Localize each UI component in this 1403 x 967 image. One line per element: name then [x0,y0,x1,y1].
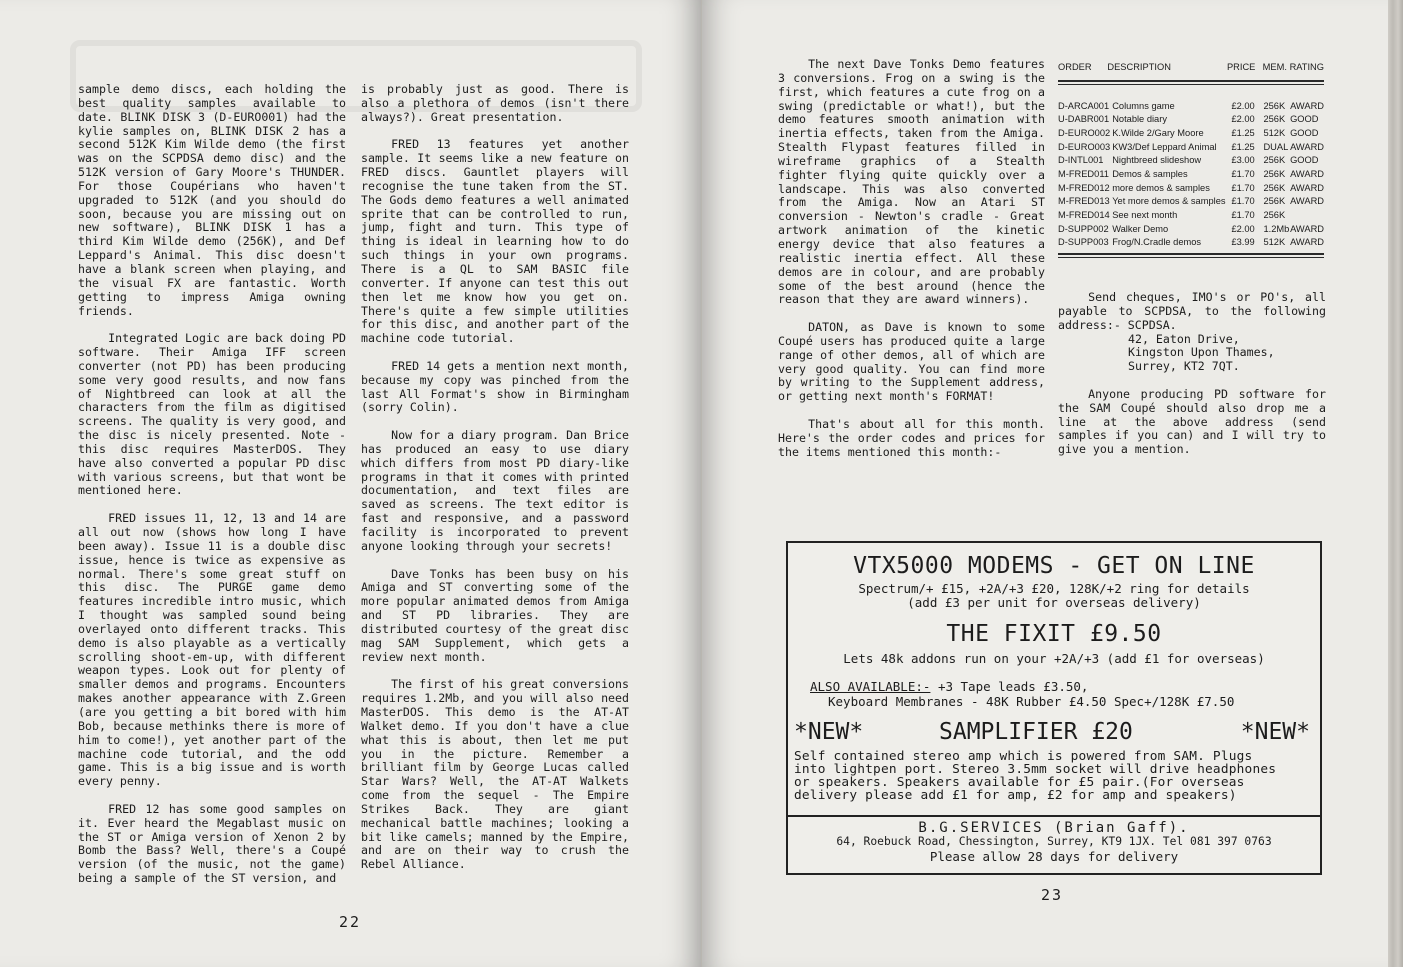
table-cell: D-EURO003 [1058,141,1111,152]
table-cell: Notable diary [1112,114,1167,125]
paragraph: That's about all for this month. Here's the order codes and prices for the items mentioned this month:- [778,416,1045,459]
left-column-2 [361,83,629,886]
advert-also-line [810,679,1312,694]
table-cell: See next month [1112,210,1178,221]
order-rows [1058,99,1324,250]
paragraph: FRED 12 has some good samples on it. Ever heard the Megablast music on the ST or Amiga version of Xenon 2 by Bomb the Bass? Well, there's a Coupé version (of the music, not the game) being a sample of the ST version, and [78,801,346,886]
table-cell: £3.00 [1231,155,1255,166]
table-header-row [1058,60,1324,74]
column-header: RATING [1289,61,1324,72]
table-cell: GOOD [1290,155,1319,166]
paragraph: DATON, as Dave is known to some Coupé users has produced quite a large range of other demos, all of which are very good quality. You can find more by writing to the Supplement address, or getting next month's FORMAT! [778,320,1045,404]
table-rule [1058,80,1324,85]
table-cell: U-DABR001 [1058,114,1110,125]
advert-line: Self contained stereo amp which is powered from SAM. Plugs [794,749,1253,764]
paragraph: FRED 14 gets a mention next month, because my copy was pinched from the last All Format's show in Birmingham (sorry Colin). [361,358,629,415]
table-row [1058,208,1324,222]
table-cell: 256K [1263,196,1286,207]
table-cell: 256K [1263,182,1286,193]
table-cell: 512K [1263,127,1286,138]
address-block [1058,333,1326,375]
table-cell: Columns game [1112,100,1175,111]
also-available-label: ALSO AVAILABLE:- [810,679,931,694]
table-row [1058,181,1324,195]
address-line: Kingston Upon Thames, [1128,345,1275,360]
table-cell: 256K [1263,155,1286,166]
new-badge-left: *NEW* [794,719,864,745]
paragraph: Send cheques, IMO's or PO's, all payable to SCPDSA, to the following address:- SCPDSA. [1058,290,1326,332]
table-cell: M-FRED011 [1058,168,1109,179]
advert-line: Spectrum/+ £15, +2A/+3 £20, 128K/+2 ring for details [858,581,1250,596]
table-cell: 256K [1263,168,1286,179]
table-cell: M-FRED013 [1058,196,1110,207]
advert-line: (add £3 per unit for overseas delivery) [907,595,1201,610]
paragraph: Anyone producing PD software for the SAM Coupé should also drop me a line at the above address (send samples if you can) and I will try to give you a mention. [1058,386,1326,457]
table-cell: AWARD [1290,141,1324,152]
paragraph: The next Dave Tonks Demo features 3 conversions. Frog on a swing is the first, which features a cute frog on a swing (predictable or what!), but the demo features smooth animation with inertia effects, taken from the Amiga. Stealth Flypast features filled in wireframe graphics of a Stealth fighter flying quite quickly over a landscape. This was also converted from the Amiga. Now an Atari ST conversion - Newton's cradle - Great artwork animation of the kinetic energy device that also features a realistic inertia effect. All these demos are in colour, and are probably some of the best around (hence the reason that they are award winners). [778,57,1045,307]
paragraph: Now for a diary program. Dan Brice has produced an easy to use diary which differs from most PD diary-like programs in that it comes with printed documentation, and text files are saved as screens. The text editor is fast and responsive, and a password facility is incorporated to prevent anyone looking through your secrets! [361,428,629,553]
paragraph: sample demo discs, each holding the best quality samples available to date. BLINK DISK 3 (D-EURO001) had the kylie samples on, BLINK DISK 2 has a second 512K Kim Wilde demo (the first was on the SCPDSA demo disc) and the 512K version of Gary Moore's THUNDER. For those Coupérians who haven't upgraded to 512K (and you should do soon, because you are missing out on new software), BLINK DISK 1 has a third Kim Wilde demo (256K), and Def Leppard's Animal. This disc doesn't have a blank screen when playing, and the visual FX are fantastic. Worth getting to impress Amiga owning friends. [78,82,346,318]
column-header: DESCRIPTION [1107,61,1171,72]
table-cell: AWARD [1290,223,1324,234]
table-cell: £1.70 [1231,210,1255,221]
table-cell: 256K [1263,100,1286,111]
table-cell: M-FRED012 [1058,182,1110,193]
page-number: 23 [1041,886,1064,904]
left-column-1 [78,83,346,900]
table-row [1058,112,1324,126]
company-name: B.G.SERVICES (Brian Gaff). [918,820,1190,836]
table-cell: Yet more demos & samples [1112,196,1226,207]
order-table [1058,60,1324,258]
paragraph: The first of his great conversions requires 1.2Mb, and you will also need MasterDOS. This demo is the AT-AT Walket demo. If you don't have a clue what this is about, then let me put you in the picture. Remember a brilliant film by George Lucas called Star Wars? Well, the AT-AT Walkets come from the sequel - The Empire Strikes Back. They are giant mechanical battle machines; looking a bit like camels; manned by the Empire, and are on their way to crush the Rebel Alliance. [361,677,629,872]
advert-services-box [786,815,1322,875]
paragraph: FRED 13 features yet another sample. It seems like a new feature on FRED discs. Gauntlet players will recognise the tune taken from the ST. The Gods demo features a well animated sprite that can be controlled to run, jump, fight and turn. This type of thing is ideal in learning how to do such things in your own programs. There is a QL to SAM BASIC file converter. If anyone can test this out then let me know how you get on. There's quite a few simple utilities for this disc, and another part of the machine code tutorial. [361,137,629,346]
table-cell: D-EURO002 [1058,127,1111,138]
table-row [1058,222,1324,236]
table-cell: DUAL [1263,141,1289,152]
advert-headline-fixit: THE FIXIT £9.50 [946,621,1162,647]
table-cell: more demos & samples [1112,182,1210,193]
table-cell: AWARD [1290,182,1324,193]
table-cell: 256K [1263,114,1286,125]
table-cell: KW3/Def Leppard Animal [1112,141,1217,152]
paragraph: FRED issues 11, 12, 13 and 14 are all out now (shows how long I have been away). Issue 11 is a double disc issue, hence is twice as expensive as normal. There's some great stuff on this disc. The PURGE game demo features incredible intro music, which I thought was sampled sound being overlayed onto different tracks. This demo is also playable as a vertically scrolling shoot-em-up, with different weapon types. Look out for plenty of smaller demos and programs. Encounters makes another appearance with Z.Green (are you getting a bit bored with him Bob, because methinks there is more of him to come!), yet another part of the machine code tutorial, and the odd game. This is a big issue and is worth every penny. [78,511,346,789]
table-cell: £2.00 [1231,114,1255,125]
company-address: 64, Roebuck Road, Chessington, Surrey, KT9 1JX. Tel 081 397 0763 [836,835,1272,848]
table-row [1058,99,1324,113]
table-cell: Demos & samples [1112,168,1188,179]
right-column-1 [778,58,1045,473]
table-cell: K.Wilde 2/Gary Moore [1112,127,1204,138]
right-column-2 [1058,291,1326,471]
table-cell: D-INTL001 [1058,155,1104,166]
advert-line: or speakers. Speakers available for £5 pair.(For overseas [794,775,1245,790]
address-line: 42, Eaton Drive, [1128,331,1240,346]
table-cell: £1.70 [1231,196,1255,207]
page-number: 22 [339,913,362,931]
table-cell: D-ARCA001 [1058,100,1110,111]
table-row [1058,126,1324,140]
table-row [1058,236,1324,250]
also-available-text: +3 Tape leads £3.50, [930,679,1089,694]
advert-line: into lightpen port. Stereo 3.5mm socket will drive headphones [794,762,1277,777]
table-row [1058,140,1324,154]
table-rule [1058,253,1324,258]
address-line: Surrey, KT2 7QT. [1128,359,1240,374]
advert-line: Keyboard Membranes - 48K Rubber £4.50 Spec+/128K £7.50 [828,694,1235,709]
table-cell: D-SUPP003 [1058,237,1109,248]
table-cell: AWARD [1290,237,1324,248]
new-badge-right: *NEW* [1240,719,1310,745]
table-cell: AWARD [1290,100,1324,111]
advert-headline-samplifier-row [794,719,1310,747]
book-page-edge [1388,0,1403,967]
table-row [1058,167,1324,181]
table-cell: £1.70 [1231,168,1255,179]
table-cell: M-FRED014 [1058,210,1110,221]
table-row [1058,153,1324,167]
table-cell: GOOD [1290,127,1319,138]
table-cell: £3.99 [1231,237,1255,248]
table-cell: 512K [1263,237,1286,248]
table-cell: £1.70 [1231,182,1255,193]
paragraph: is probably just as good. There is also a plethora of demos (isn't there always?). Great presentation. [361,82,629,124]
advert-headline-modems: VTX5000 MODEMS - GET ON LINE [853,553,1255,579]
table-cell: £1.25 [1231,141,1255,152]
table-cell: AWARD [1290,196,1324,207]
paragraph: Integrated Logic are back doing PD software. Their Amiga IFF screen converter (not PD) has been producing some very good results, and now fans of Nightbreed can look at all the characters from the film as digitised screens. The quality is very good, and the disc is nicely presented. Note - this disc requires MasterDOS. They have also converted a popular PD disc with various screens, but that wont be mentioned here. [78,331,346,498]
column-header: MEM. [1262,61,1287,72]
table-cell: Frog/N.Cradle demos [1112,237,1202,248]
advert-line: delivery please add £1 for amp, £2 for amp and speakers) [794,788,1237,803]
column-header: PRICE [1226,61,1256,72]
table-cell: £1.25 [1231,127,1255,138]
table-cell: £2.00 [1231,100,1255,111]
table-cell: Walker Demo [1112,223,1169,234]
column-header: ORDER [1058,61,1092,72]
advert-box [786,541,1322,875]
paragraph: Dave Tonks has been busy on his Amiga and ST converting some of the more popular animated demos from Amiga and ST PD libraries. They are distributed courtesy of the great disc mag SAM Supplement, which gets a review next month. [361,566,629,664]
table-cell: AWARD [1290,168,1324,179]
table-cell: GOOD [1290,114,1319,125]
table-cell: £2.00 [1231,223,1255,234]
table-cell: Nightbreed slideshow [1112,155,1202,166]
delivery-note: Please allow 28 days for delivery [929,849,1179,864]
advert-headline-samplifier: SAMPLIFIER £20 [939,719,1133,745]
table-cell [1290,208,1324,222]
table-row [1058,195,1324,209]
table-cell: 1.2Mb [1263,223,1290,234]
right-page [702,0,1388,967]
table-cell: D-SUPP002 [1058,223,1109,234]
table-cell: 256K [1263,210,1286,221]
advert-line: Lets 48k addons run on your +2A/+3 (add £1 for overseas) [843,651,1265,666]
